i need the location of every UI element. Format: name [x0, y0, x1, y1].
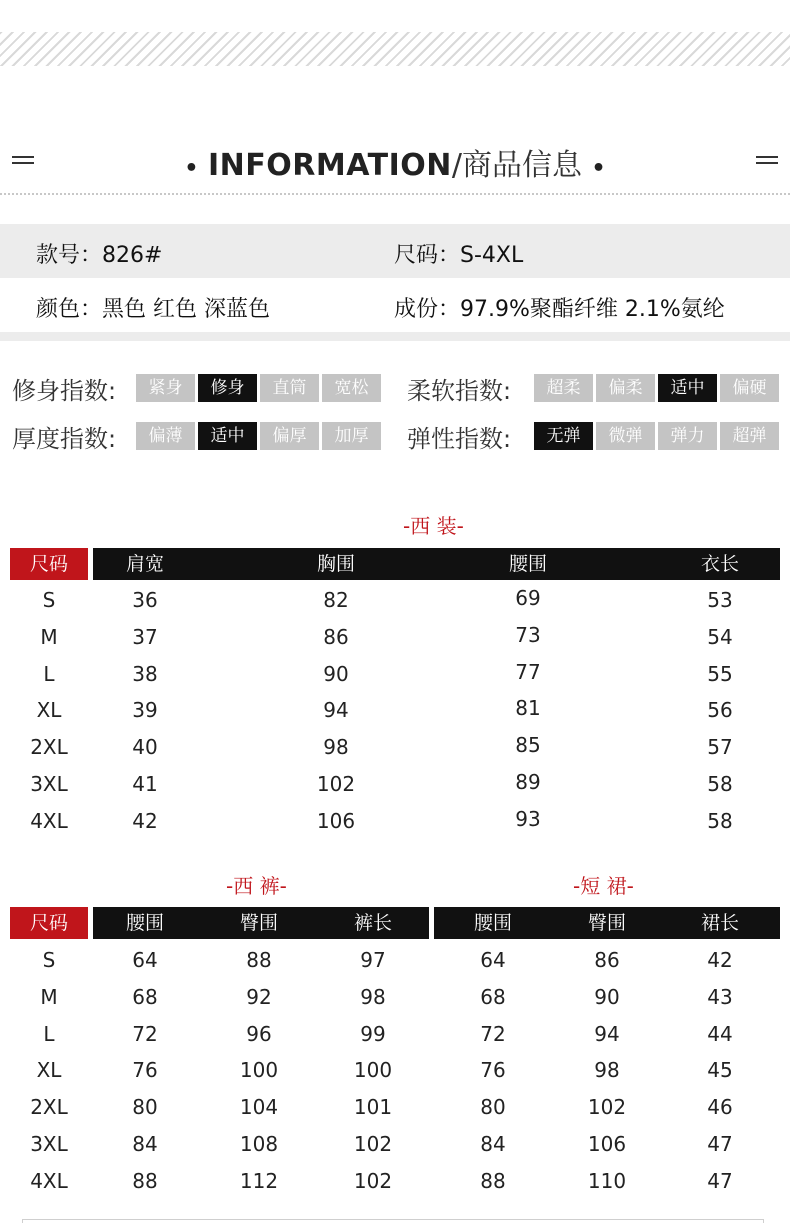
bullet-dot-right: • [591, 156, 606, 181]
table-cell: XL [36, 1058, 62, 1083]
table-cell: XL [36, 698, 62, 723]
table-cell: 64 [132, 948, 158, 972]
index-option-selected: 适中 [198, 422, 257, 450]
table-cell: 94 [323, 698, 349, 723]
table-cell: 90 [323, 661, 349, 686]
index-option-selected: 无弹 [534, 422, 593, 450]
table-cell: 3XL [30, 1132, 68, 1156]
table-cell: 53 [707, 588, 733, 612]
table-cell: 80 [480, 1095, 506, 1120]
table-row [0, 1168, 790, 1205]
table-cell: 102 [316, 772, 356, 796]
page-title [0, 140, 790, 184]
table-cell: 98 [360, 984, 386, 1009]
header-size-cell: 尺码 [10, 548, 88, 580]
section-header [0, 138, 790, 184]
table-cell: 88 [132, 1168, 158, 1193]
table-row [0, 984, 790, 1021]
table-cell: 89 [515, 770, 541, 794]
table-row [0, 1021, 790, 1058]
table-cell: 82 [323, 588, 349, 612]
table-cell: 104 [239, 1095, 279, 1120]
index-option: 紧身 [136, 374, 195, 402]
skirt-section-title: -短 裙- [573, 874, 634, 898]
table-cell: 4XL [30, 1168, 68, 1193]
table-row [0, 808, 790, 845]
table-cell: 100 [239, 1058, 279, 1083]
table-cell: 55 [707, 661, 733, 686]
table-cell: 72 [480, 1021, 506, 1046]
table-cell: 98 [323, 735, 349, 760]
column-header: 臀围 [587, 912, 626, 934]
dotted-divider [0, 193, 790, 195]
index-options [534, 422, 779, 450]
table-cell: S [42, 588, 56, 612]
footer-divider [22, 1219, 764, 1223]
table-cell: 57 [707, 735, 733, 760]
index-option: 超弹 [720, 422, 779, 450]
table-cell: 108 [239, 1132, 279, 1156]
table-cell: 102 [353, 1132, 393, 1156]
table-cell: 68 [132, 984, 158, 1009]
index-option: 加厚 [322, 422, 381, 450]
pants-section-title: -西 裤- [226, 874, 287, 898]
decorative-stripe-band [0, 32, 790, 66]
table-cell: L [43, 1021, 55, 1046]
table-cell: 81 [515, 696, 541, 721]
title-slash: / [451, 148, 462, 183]
table-cell: L [43, 661, 55, 686]
table-cell: M [40, 624, 58, 649]
column-header: 臀围 [239, 912, 278, 934]
table-cell: 4XL [30, 808, 68, 833]
table-cell: 42 [132, 808, 158, 833]
column-header: 衣长 [700, 553, 739, 575]
table-cell: 100 [353, 1058, 393, 1083]
index-option: 偏硬 [720, 374, 779, 402]
table-cell: 47 [707, 1132, 733, 1156]
table-cell: 76 [480, 1058, 506, 1083]
column-header: 腰围 [508, 553, 547, 575]
material-composition: 成份：97.9%聚酯纤维 2.1%氨纶 [394, 297, 725, 322]
title-english: INFORMATION [208, 148, 452, 183]
table-cell: 2XL [30, 735, 68, 760]
index-options [136, 374, 381, 402]
table-cell: 40 [132, 735, 158, 760]
index-label: 柔软指数: [407, 377, 512, 405]
table-header [0, 548, 790, 580]
index-option: 宽松 [322, 374, 381, 402]
index-label: 修身指数: [12, 377, 117, 405]
table-row [0, 771, 790, 808]
table-cell: 99 [360, 1021, 386, 1046]
column-header: 胸围 [316, 553, 355, 575]
column-header: 裙长 [700, 912, 739, 934]
table-cell: 77 [515, 659, 541, 684]
table-cell: M [40, 984, 58, 1009]
index-label: 弹性指数: [407, 425, 512, 453]
index-option-selected: 适中 [658, 374, 717, 402]
info-row [0, 224, 790, 278]
table-row [0, 587, 790, 624]
index-options [136, 422, 381, 450]
index-option: 弹力 [658, 422, 717, 450]
table-cell: 76 [132, 1058, 158, 1083]
table-cell: 58 [707, 808, 733, 833]
table-cell: 96 [246, 1021, 272, 1046]
table-row [0, 1057, 790, 1094]
column-header: 腰围 [125, 912, 164, 934]
index-group [12, 374, 392, 404]
info-bottom-band [0, 332, 790, 341]
suit-section-title: -西 装- [403, 514, 464, 538]
table-cell: 69 [515, 586, 541, 610]
table-cell: 72 [132, 1021, 158, 1046]
table-cell: 110 [587, 1168, 627, 1193]
table-cell: 102 [587, 1095, 627, 1120]
table-cell: 36 [132, 588, 158, 612]
table-header [0, 907, 790, 939]
table-cell: 46 [707, 1095, 733, 1120]
table-cell: 43 [707, 984, 733, 1009]
table-row [0, 734, 790, 771]
table-cell: 84 [132, 1132, 158, 1156]
table-row [0, 697, 790, 734]
table-cell: 106 [587, 1132, 627, 1156]
title-chinese: 商品信息 [461, 148, 582, 183]
table-cell: 64 [480, 948, 506, 972]
index-group [407, 422, 787, 452]
table-cell: 84 [480, 1132, 506, 1156]
table-row [0, 1131, 790, 1168]
table-cell: 44 [707, 1021, 733, 1046]
table-cell: 86 [594, 948, 620, 972]
table-cell: 38 [132, 661, 158, 686]
index-option: 偏厚 [260, 422, 319, 450]
index-group [12, 422, 392, 452]
table-cell: 102 [353, 1168, 393, 1193]
table-cell: 37 [132, 624, 158, 649]
table-row [0, 947, 790, 984]
table-cell: 68 [480, 984, 506, 1009]
table-cell: 3XL [30, 772, 68, 796]
table-cell: S [42, 948, 56, 972]
table-cell: 112 [239, 1168, 279, 1193]
table-cell: 41 [132, 772, 158, 796]
color-options: 颜色：黑色 红色 深蓝色 [36, 297, 270, 322]
table-cell: 42 [707, 948, 733, 972]
table-cell: 2XL [30, 1095, 68, 1120]
table-cell: 45 [707, 1058, 733, 1083]
table-cell: 93 [515, 806, 541, 831]
table-cell: 106 [316, 808, 356, 833]
index-label: 厚度指数: [12, 425, 117, 453]
table-cell: 86 [323, 624, 349, 649]
product-info-block [0, 224, 790, 341]
index-group [407, 374, 787, 404]
table-cell: 94 [594, 1021, 620, 1046]
table-cell: 47 [707, 1168, 733, 1193]
index-option: 超柔 [534, 374, 593, 402]
table-cell: 90 [594, 984, 620, 1009]
style-number: 款号：826# [36, 243, 163, 268]
column-header: 肩宽 [125, 553, 164, 575]
index-option: 偏柔 [596, 374, 655, 402]
info-row [0, 278, 790, 332]
bullet-dot-left: • [184, 156, 199, 181]
table-cell: 97 [360, 948, 386, 972]
table-cell: 56 [707, 698, 733, 723]
header-size-cell: 尺码 [10, 907, 88, 939]
table-row [0, 661, 790, 698]
table-cell: 58 [707, 772, 733, 796]
size-range: 尺码：S-4XL [394, 243, 524, 268]
table-cell: 92 [246, 984, 272, 1009]
table-cell: 98 [594, 1058, 620, 1083]
index-option-selected: 修身 [198, 374, 257, 402]
table-cell: 88 [246, 948, 272, 972]
table-cell: 73 [515, 622, 541, 647]
table-cell: 88 [480, 1168, 506, 1193]
menu-bars-icon [756, 156, 778, 164]
table-row [0, 624, 790, 661]
table-row [0, 1094, 790, 1131]
index-option: 微弹 [596, 422, 655, 450]
index-option: 直筒 [260, 374, 319, 402]
table-cell: 54 [707, 624, 733, 649]
column-header: 腰围 [473, 912, 512, 934]
table-cell: 101 [353, 1095, 393, 1120]
index-option: 偏薄 [136, 422, 195, 450]
table-cell: 85 [515, 733, 541, 758]
table-cell: 80 [132, 1095, 158, 1120]
column-header: 裤长 [353, 912, 392, 934]
table-cell: 39 [132, 698, 158, 723]
index-options [534, 374, 779, 402]
